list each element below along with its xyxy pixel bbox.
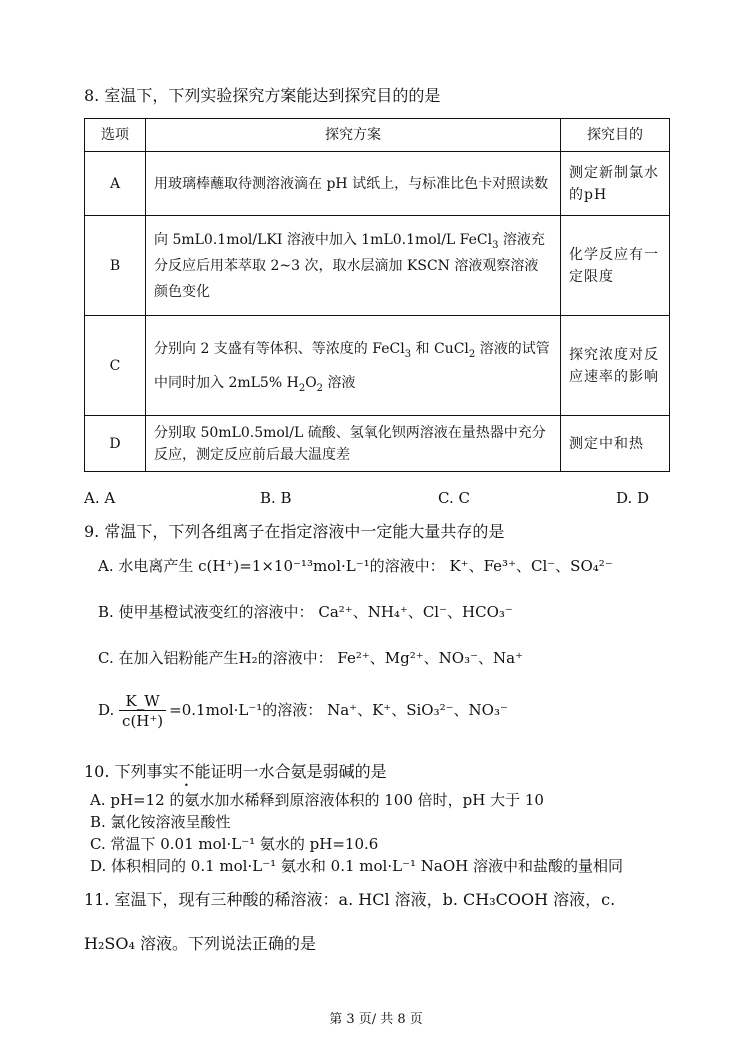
row-purpose: 化学反应有一定限度: [561, 216, 670, 316]
fraction: [119, 692, 166, 731]
formula: H₂: [238, 649, 258, 667]
row-purpose: 测定中和热: [561, 416, 670, 472]
option-text: D.: [98, 701, 115, 719]
title-text: 能证明一水合氨是弱碱的是: [194, 762, 387, 781]
option-text: B. 使甲基橙试液变红的溶液中：: [98, 603, 314, 621]
q8-choice-b: B. B: [260, 489, 292, 507]
row-plan: [146, 316, 561, 416]
q10-title: [84, 762, 387, 790]
header-option: 选项: [85, 119, 146, 152]
option-text: 的溶液：: [262, 701, 323, 719]
formula: FeCl: [459, 231, 493, 248]
subscript: 2: [316, 382, 324, 394]
q8-choice-d: D. D: [616, 489, 650, 507]
table-header-row: [85, 119, 670, 152]
ion-list: K⁺、Fe³⁺、Cl⁻、SO₄²⁻: [449, 557, 613, 575]
q9-option-c: [98, 648, 523, 668]
q8-table: [84, 118, 670, 472]
fraction-denominator: c(H⁺): [122, 711, 164, 730]
option-text: 的溶液中：: [369, 557, 445, 575]
q11-line-2: H₂SO₄ 溶液。下列说法正确的是: [84, 934, 316, 953]
ion-list: Ca²⁺、NH₄⁺、Cl⁻、HCO₃⁻: [318, 603, 513, 621]
q10-option-c: C. 常温下 0.01 mol·L⁻¹ 氨水的 pH=10.6: [90, 835, 379, 853]
header-plan: 探究方案: [146, 119, 561, 152]
formula: CuCl: [433, 340, 469, 357]
row-option: B: [85, 216, 146, 316]
row-plan: [146, 216, 561, 316]
plan-text: 溶液充分反应后用苯萃取 2~3 次，取水层滴加 KSCN 溶液观察溶液颜色变化: [154, 231, 545, 300]
table-row: [85, 152, 670, 216]
table-row: [85, 416, 670, 472]
header-purpose: 探究目的: [561, 119, 670, 152]
q9-option-d: [98, 690, 508, 731]
page-footer: 第 3 页/ 共 8 页: [329, 1012, 423, 1027]
option-text: A. 水电离产生: [98, 557, 199, 575]
q10-option-a: A. pH=12 的氨水加水稀释到原溶液体积的 100 倍时，pH 大于 10: [90, 791, 544, 809]
emphasis-char: 不: [178, 762, 195, 781]
row-option: C: [85, 316, 146, 416]
q9-title: 9. 常温下，下列各组离子在指定溶液中一定能大量共存的是: [84, 522, 505, 541]
formula: O: [305, 374, 317, 391]
plan-text: 溶液: [323, 374, 356, 391]
formula: FeCl: [372, 340, 405, 357]
table-row: [85, 216, 670, 316]
q8-choice-a: A. A: [84, 489, 116, 507]
q10-option-d: D. 体积相同的 0.1 mol·L⁻¹ 氨水和 0.1 mol·L⁻¹ NaOH 溶液中和盐酸的量相同: [90, 857, 623, 875]
subscript: 3: [404, 348, 412, 360]
ion-list: Fe²⁺、Mg²⁺、NO₃⁻、Na⁺: [337, 649, 524, 667]
row-option: D: [85, 416, 146, 472]
table-row: [85, 316, 670, 416]
concentration: c(H⁺)=1×10⁻¹³mol·L⁻¹: [198, 557, 370, 575]
row-purpose: 探究浓度对反应速率的影响: [561, 316, 670, 416]
plan-text: 溶液的试管中同时加入 2mL5%: [154, 340, 550, 391]
row-option: A: [85, 152, 146, 216]
subscript: 3: [492, 239, 499, 251]
plan-text: 分别向 2 支盛有等体积、等浓度的: [154, 340, 373, 357]
plan-text: 向 5mL0.1mol/LKI 溶液中加入 1mL0.1mol/L: [154, 231, 460, 248]
row-purpose: 测定新制氯水的pH: [561, 152, 670, 216]
title-text: 10. 下列事实: [84, 762, 179, 781]
row-plan: 分别取 50mL0.5mol/L 硫酸、氢氧化钡两溶液在量热器中充分反应，测定反应前后最大温度差: [146, 416, 561, 472]
q9-option-a: [98, 556, 613, 576]
option-text: 的溶液中：: [257, 649, 333, 667]
subscript: 2: [468, 348, 476, 360]
row-plan: 用玻璃棒蘸取待测溶液滴在 pH 试纸上，与标准比色卡对照读数: [146, 152, 561, 216]
q11-line-1: 11. 室温下，现有三种酸的稀溶液：a. HCl 溶液，b. CH₃COOH 溶液，c.: [84, 890, 616, 909]
q9-option-b: [98, 602, 513, 622]
option-text: C. 在加入铝粉能产生: [98, 649, 239, 667]
plan-text: 和: [411, 340, 434, 357]
q8-title: 8. 室温下，下列实验探究方案能达到探究目的的是: [84, 86, 441, 105]
subscript: 2: [298, 382, 306, 394]
ion-list: Na⁺、K⁺、SiO₃²⁻、NO₃⁻: [327, 701, 508, 719]
value: =0.1mol·L⁻¹: [169, 701, 263, 719]
q10-option-b: B. 氯化铵溶液呈酸性: [90, 813, 231, 831]
fraction-numerator: K_W: [119, 692, 166, 711]
q8-choice-c: C. C: [438, 489, 470, 507]
formula: H: [286, 374, 299, 391]
